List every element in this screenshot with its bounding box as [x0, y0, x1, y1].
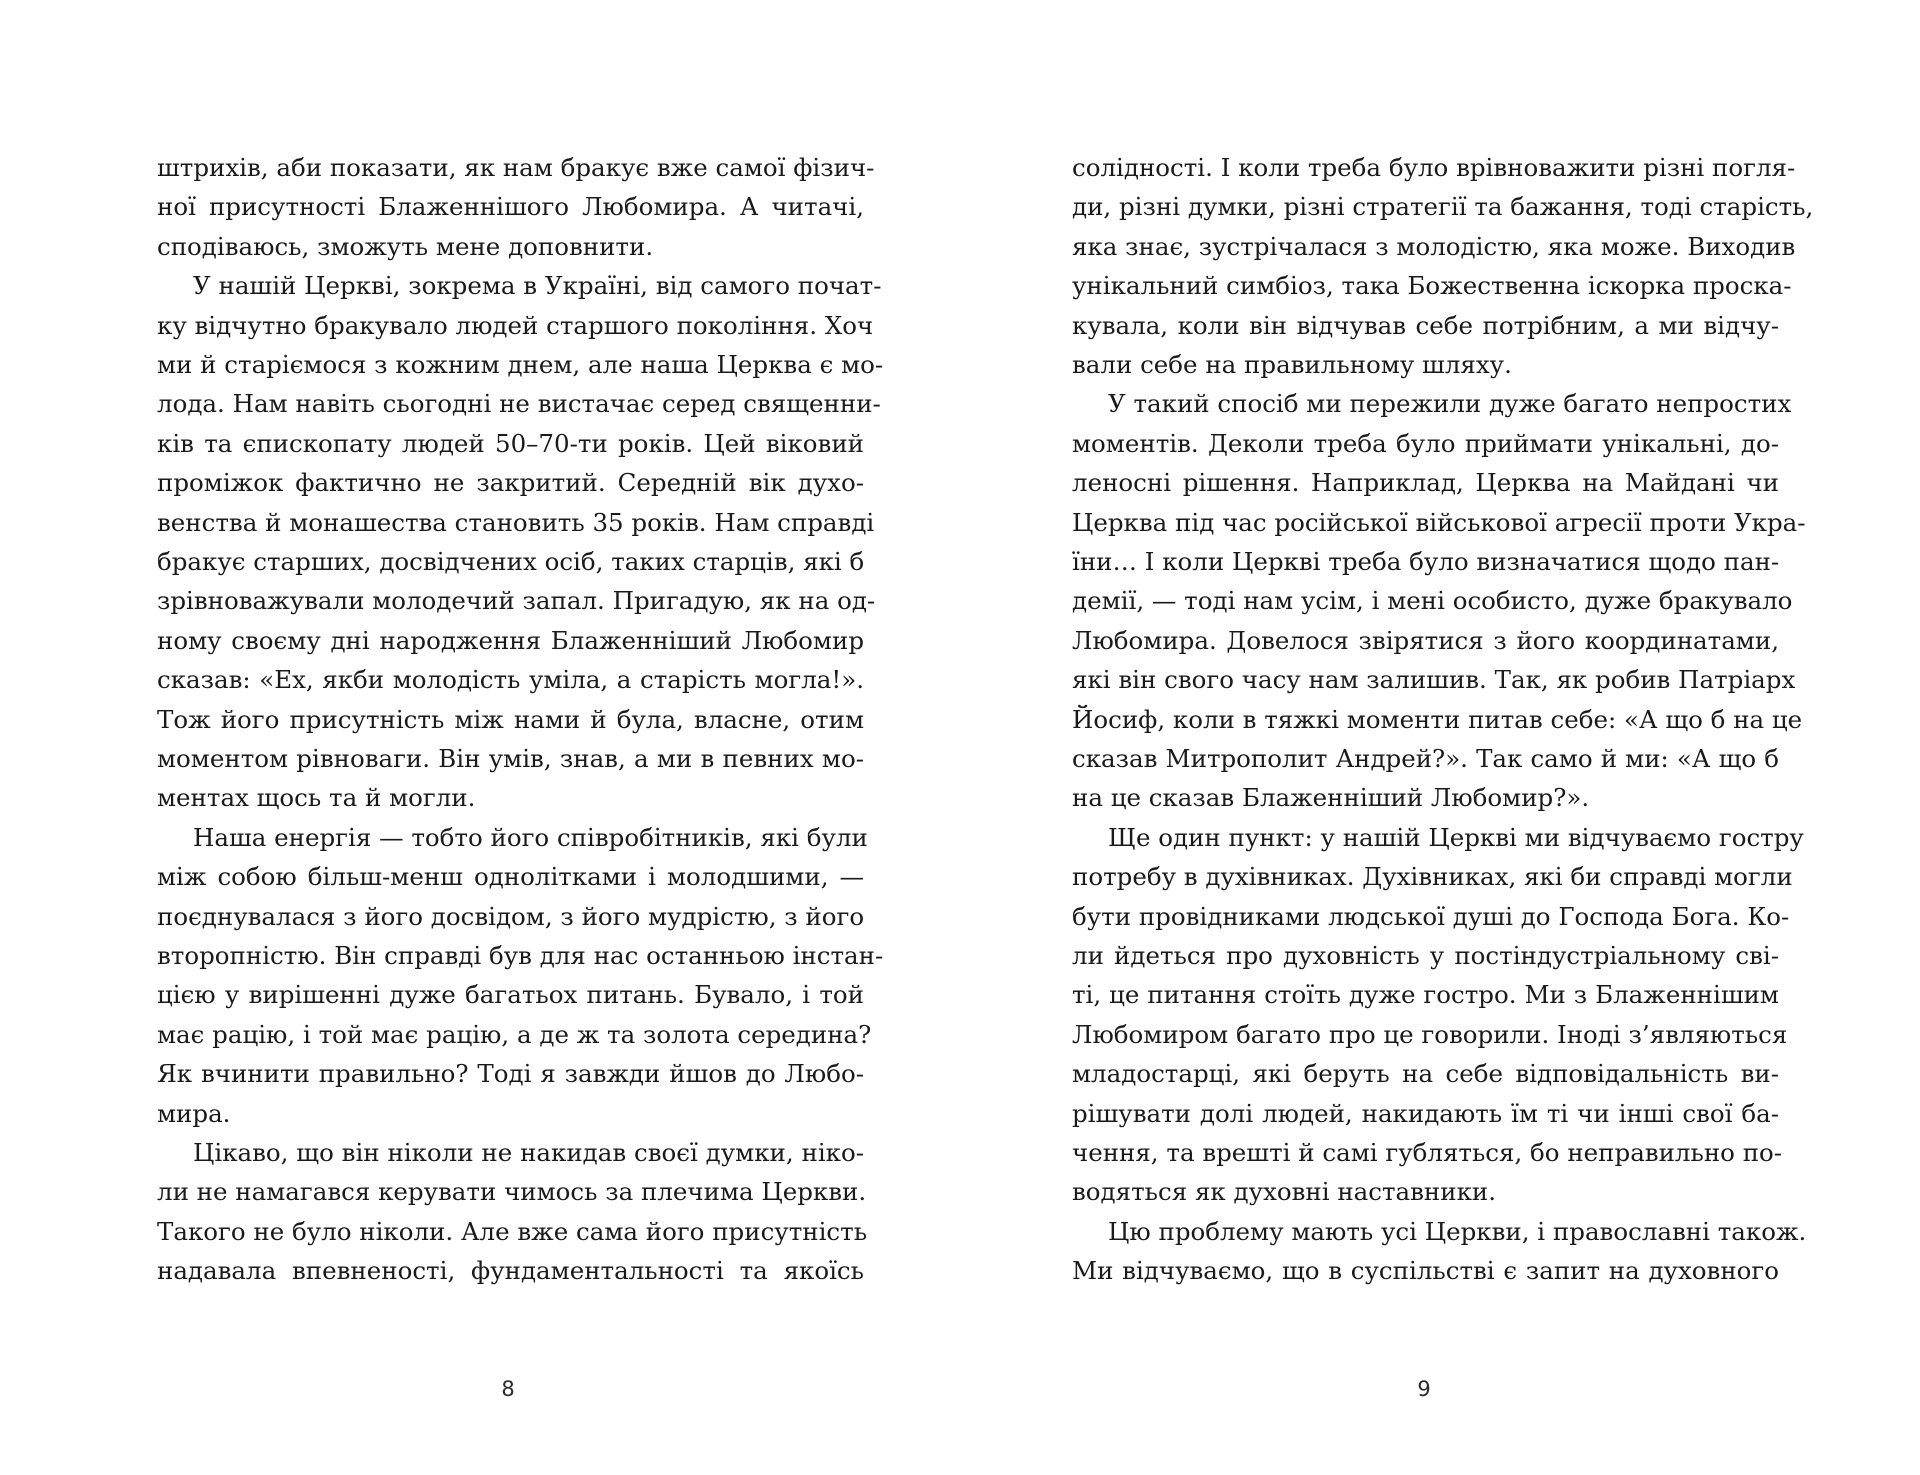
text-line: второпністю. Він справді був для нас останньою інстан-	[157, 941, 884, 970]
text-line: рішувати долі людей, накидають їм ті чи інші свої ба-	[1072, 1098, 1779, 1128]
text-line: цією у вирішенні дуже багатьох питань. Бувало, і той	[157, 980, 864, 1010]
text-line: ку відчутно бракувало людей старшого покоління. Хоч	[157, 310, 874, 340]
text-line: зрівноважували молодечий запал. Пригадую, як на од-	[157, 586, 876, 616]
text-line: леносні рішення. Наприклад, Церква на Майдані чи	[1072, 468, 1779, 498]
right-page-text	[1072, 148, 1814, 1286]
left-page-text	[157, 148, 884, 1286]
text-line: бути провідниками людської душі до Господа Бога. Ко-	[1072, 901, 1790, 931]
text-line: Цікаво, що він ніколи не накидав своєї думки, ніко-	[193, 1138, 864, 1167]
text-line: моментом рівноваги. Він умів, знав, а ми в певних мо-	[157, 744, 864, 773]
text-line: солідності. І коли треба було врівноважити різні погля-	[1072, 153, 1796, 182]
text-line: младостарці, які беруть на себе відповідальність ви-	[1072, 1059, 1779, 1089]
text-line: сказав Митрополит Андрей?». Так само й ми: «А що б	[1072, 744, 1779, 773]
text-line: ментах щось та й могли.	[157, 783, 476, 813]
text-line: Ще один пункт: у нашій Церкві ми відчуваємо гостру	[1108, 822, 1804, 852]
text-line: кувала, коли він відчував себе потрібним, а ми відчу-	[1072, 310, 1779, 340]
text-line: унікальний симбіоз, така Божественна іскорка проска-	[1072, 271, 1792, 301]
text-line: Любомира. Довелося звірятися з його координатами,	[1072, 625, 1779, 655]
text-line: ному своєму дні народження Блаженніший Любомир	[157, 625, 864, 655]
text-line: Цю проблему мають усі Церкви, і православні також.	[1108, 1216, 1807, 1246]
text-line: яка знає, зустрічалася з молодістю, яка може. Виходив	[1072, 231, 1796, 261]
text-line: поєднувалася з його досвідом, з його мудрістю, з його	[157, 901, 865, 931]
text-line: які він свого часу нам залишив. Так, як робив Патріарх	[1072, 665, 1796, 695]
text-line: У нашій Церкві, зокрема в Україні, від самого почат-	[193, 271, 882, 301]
text-line: проміжок фактично не закритий. Середній вік духо-	[157, 468, 864, 498]
text-line: сказав: «Ех, якби молодість уміла, а старість могла!».	[157, 665, 864, 695]
text-line: У такий спосіб ми пережили дуже багато непростих	[1108, 389, 1792, 419]
text-line: мира.	[157, 1098, 231, 1128]
text-line: ми й старіємося з кожним днем, але наша Церква є мо-	[157, 350, 884, 379]
text-line: Церква під час російської військової агресії проти Укра-	[1072, 507, 1806, 537]
text-line: на це сказав Блаженніший Любомир?».	[1072, 783, 1590, 813]
text-line: Йосиф, коли в тяжкі моменти питав себе: «А що б на це	[1072, 704, 1803, 734]
text-line: демії, — тоді нам усім, і мені особисто, дуже бракувало	[1072, 586, 1793, 616]
text-line: Тож його присутність між нами й була, власне, отим	[157, 704, 864, 734]
text-line: штрихів, аби показати, як нам бракує вже самої фізич-	[157, 153, 875, 182]
text-line: їни… І коли Церкві треба було визначатися щодо пан-	[1072, 547, 1780, 576]
text-line: Наша енергія — тобто його співробітників, які були	[193, 822, 868, 852]
text-line: венства й монашества становить 35 років. Нам справді	[157, 507, 875, 537]
text-line: вали себе на правильному шляху.	[1072, 350, 1512, 379]
text-line: бракує старших, досвідчених осіб, таких старців, які б	[157, 547, 865, 576]
text-line: чення, та врешті й самі губляться, бо неправильно по-	[1072, 1138, 1783, 1167]
text-line: Ми відчуваємо, що в суспільстві є запит на духовного	[1072, 1256, 1779, 1286]
text-line: ної присутності Блаженнішого Любомира. А читачі,	[157, 192, 864, 222]
text-line: Як вчинити правильно? Тоді я завжди йшов до Любо-	[157, 1059, 864, 1089]
text-line: моментів. Деколи треба було приймати унікальні, до-	[1072, 428, 1779, 458]
text-line: потребу в духівниках. Духівниках, які би справді могли	[1072, 862, 1793, 892]
text-line: ли не намагався керувати чимось за плечима Церкви.	[157, 1177, 867, 1207]
text-line: надавала впевненості, фундаментальності та якоїсь	[157, 1256, 864, 1286]
text-line: між собою більш-менш однолітками і молодшими, —	[157, 862, 864, 892]
text-line: Такого не було ніколи. Але вже сама його присутність	[157, 1216, 868, 1246]
text-line: ди, різні думки, різні стратегії та бажання, тоді старість,	[1072, 192, 1814, 222]
text-line: водяться як духовні наставники.	[1072, 1177, 1497, 1207]
text-line: сподіваюсь, зможуть мене доповнити.	[157, 231, 654, 261]
text-line: лода. Нам навіть сьогодні не вистачає серед священни-	[157, 389, 881, 419]
text-line: має рацію, і той має рацію, а де ж та золота середина?	[157, 1019, 872, 1049]
text-line: ті, це питання стоїть дуже гостро. Ми з Блаженнішим	[1072, 980, 1779, 1010]
text-line: ли йдеться про духовність у постіндустріальному сві-	[1072, 941, 1779, 970]
text-line: ків та єпископату людей 50–70-ти років. Цей віковий	[157, 428, 864, 458]
right-page-number: 9	[1417, 1377, 1431, 1401]
left-page-number: 8	[501, 1377, 515, 1401]
text-line: Любомиром багато про це говорили. Іноді з’являються	[1072, 1019, 1788, 1049]
